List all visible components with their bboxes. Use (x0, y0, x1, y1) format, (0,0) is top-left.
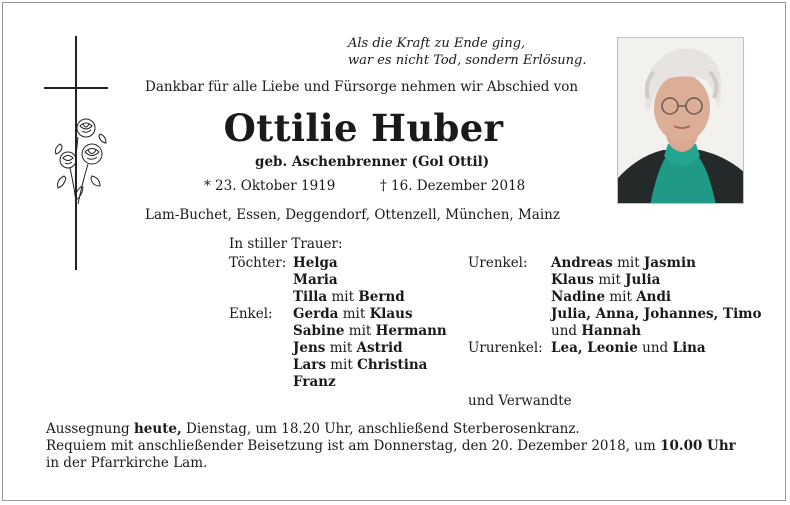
footer-line-2: Requiem mit anschließender Beisetzung ist am Donnerstag, den 20. Dezember 2018, um 10.00 Uhr (46, 438, 736, 454)
cross-with-roses-icon (42, 36, 112, 271)
footer-line-3: in der Pfarrkirche Lam. (46, 455, 208, 471)
list-item: Lars mit Christina (293, 357, 428, 373)
group-label-enkel: Enkel: (229, 306, 273, 322)
list-item: Nadine mit Andi (551, 289, 672, 305)
death-date: † 16. Dezember 2018 (380, 178, 526, 194)
list-item: Klaus mit Julia (551, 272, 661, 288)
list-item: Andreas mit Jasmin (551, 255, 696, 271)
deceased-name: Ottilie Huber (223, 106, 504, 150)
list-item: Lea, Leonie und Lina (551, 340, 706, 356)
relatives-text: und Verwandte (468, 393, 572, 409)
list-item: Franz (293, 374, 336, 390)
group-label-urenkel: Urenkel: (468, 255, 528, 271)
list-item: und Hannah (551, 323, 642, 339)
list-item: Tilla mit Bernd (293, 289, 405, 305)
group-label-ururenkel: Ururenkel: (468, 340, 543, 356)
list-item: Gerda mit Klaus (293, 306, 413, 322)
list-item: Helga (293, 255, 338, 271)
quote-line-1: Als die Kraft zu Ende ging, (348, 36, 526, 51)
quote-line-2: war es nicht Tod, sondern Erlösung. (348, 53, 587, 68)
list-item: Jens mit Astrid (293, 340, 403, 356)
list-item: Maria (293, 272, 338, 288)
maiden-name: geb. Aschenbrenner (Gol Ottil) (255, 154, 490, 170)
portrait-photo (617, 37, 744, 204)
places-list: Lam-Buchet, Essen, Deggendorf, Ottenzell, München, Mainz (145, 207, 560, 223)
mourners-heading: In stiller Trauer: (229, 236, 343, 252)
list-item: Sabine mit Hermann (293, 323, 447, 339)
footer-line-1: Aussegnung heute, Dienstag, um 18.20 Uhr, anschließend Sterberosenkranz. (46, 421, 580, 437)
list-item: Julia, Anna, Johannes, Timo (551, 306, 762, 322)
intro-text: Dankbar für alle Liebe und Fürsorge nehmen wir Abschied von (145, 79, 579, 95)
birth-date: * 23. Oktober 1919 (204, 178, 336, 194)
group-label-toechter: Töchter: (229, 255, 287, 271)
